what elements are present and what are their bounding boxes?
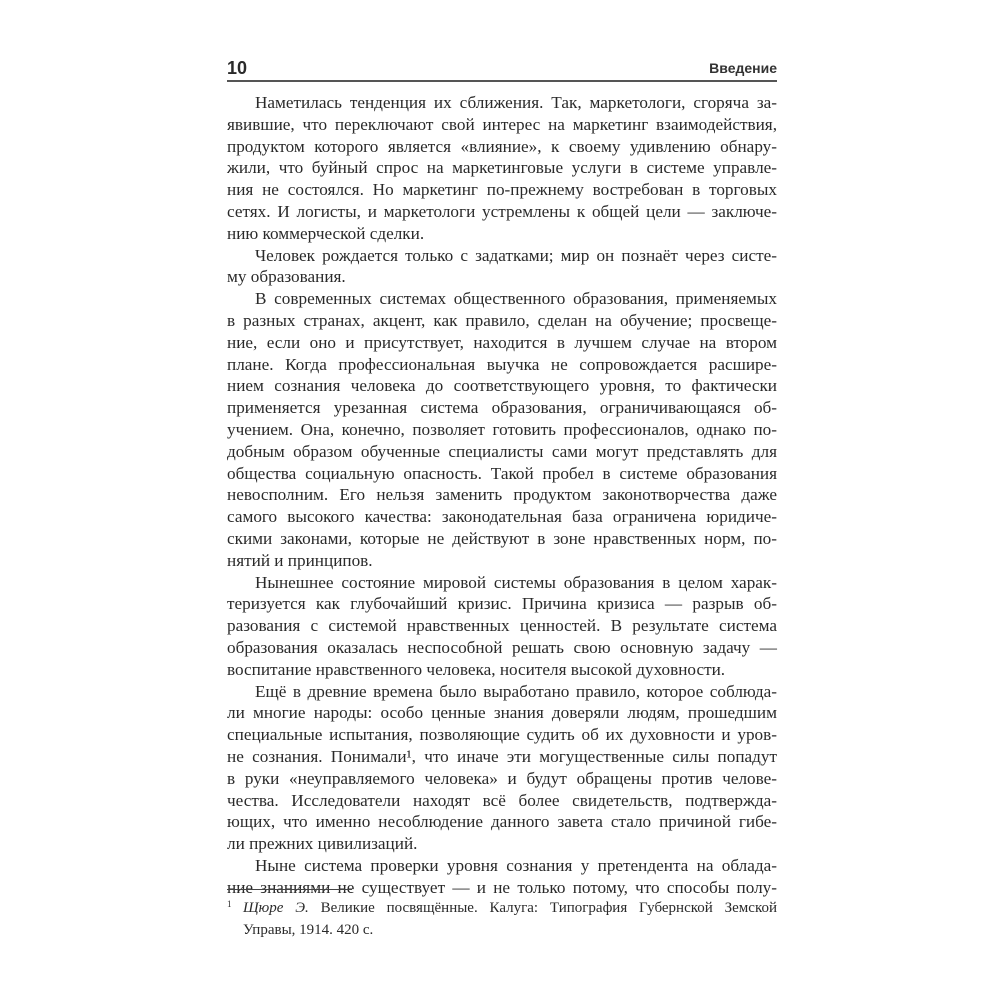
text-line: Ныне система проверки уровня сознания у претендента на облада- (255, 855, 777, 875)
book-page (227, 0, 777, 1000)
running-header (227, 56, 777, 82)
footnote-author: Щюре Э. (243, 900, 309, 916)
paragraph (227, 92, 777, 245)
paragraph (227, 681, 777, 855)
text-line: в разных странах, акцент, как правило, сделан на обучение; просвеще- (227, 310, 777, 330)
text-line: теризуется как глубочайший кризис. Причина кризиса — разрыв об- (227, 594, 777, 614)
text-line: В современных системах общественного образования, применяемых (255, 289, 777, 309)
text-line: применяется урезанная система образования, ограничивающаяся об- (227, 398, 777, 418)
text-line: явившие, что переключают свой интерес на маркетинг взаимодействия, (227, 114, 777, 134)
paragraph (227, 572, 777, 681)
footnote-marker: 1 (227, 899, 232, 909)
paragraph (227, 288, 777, 571)
text-line: Человек рождается только с задатками; мир он познаёт через систе- (255, 245, 777, 265)
text-line: образования оказалась неспособной решать свою основную задачу — (227, 637, 777, 657)
text-line: учением. Она, конечно, позволяет готовить профессионалов, однако по- (227, 419, 777, 439)
text-line: продуктом которого является «влияние», к своему удивлению обнару- (227, 136, 777, 156)
footnote-divider (227, 889, 352, 890)
text-line: невосполним. Его нельзя заменить продуктом законотворчества даже (227, 485, 777, 505)
text-line: нием сознания человека до соответствующего уровня, то фактически (227, 376, 777, 396)
text-line: чества. Исследователи находят всё более свидетельств, подтвержда- (227, 790, 777, 810)
text-line: самого высокого качества: законодательная база ограничена юридиче- (227, 507, 777, 527)
text-line: воспитание нравственного человека, носителя высокой духовности. (227, 659, 726, 679)
text-line: скими законами, которые не действуют в зоне нравственных норм, по- (227, 528, 777, 548)
text-line: ли прежних цивилизаций. (227, 834, 418, 854)
text-line: специальные испытания, позволяющие судить об их духовности и уров- (227, 725, 777, 745)
text-line: ние, если оно и присутствует, находится в лучшем случае на втором (227, 332, 777, 352)
page-number: 10 (227, 58, 248, 78)
text-line: Нынешнее состояние мировой системы образования в целом харак- (255, 572, 777, 592)
footnote-line: Великие посвящённые. Калуга: Типография Губернской Земской (308, 900, 777, 916)
text-line: сетях. И логисты, и маркетологи устремлены к общей цели — заключе- (227, 201, 777, 221)
text-line: в руки «неуправляемого человека» и будут обращены против челове- (227, 768, 777, 788)
footnote (227, 897, 777, 941)
section-title: Введение (709, 60, 777, 76)
paragraph (227, 245, 777, 289)
text-line: ли многие народы: особо ценные знания доверяли людям, прошедшим (227, 703, 777, 723)
text-line: добным образом обученные специалисты сами могут представлять для (227, 441, 777, 461)
text-line: разования с системой нравственных ценностей. В результате система (227, 616, 777, 636)
text-line: Ещё в древние времена было выработано правило, которое соблюда- (255, 681, 777, 701)
text-line: ние знаниями не существует — и не только потому, что способы полу- (227, 877, 777, 897)
paragraph (227, 855, 777, 899)
text-line: ющих, что именно несоблюдение данного завета стало причиной гибе- (227, 812, 777, 832)
body-text (227, 92, 777, 898)
text-line: нятий и принципов. (227, 550, 373, 570)
text-line: жили, что буйный спрос на маркетинговые услуги в системе управле- (227, 158, 777, 178)
text-line: не сознания. Понимали¹, что иначе эти могущественные силы попадут (227, 746, 777, 766)
text-line: Наметилась тенденция их сближения. Так, маркетологи, сгоряча за- (255, 93, 777, 112)
footnote-line: Управы, 1914. 420 с. (243, 922, 374, 938)
text-line: общества социальную опасность. Такой пробел в системе образования (227, 463, 777, 483)
text-line: му образования. (227, 267, 346, 287)
text-line: нию коммерческой сделки. (227, 223, 425, 243)
text-line: плане. Когда профессиональная выучка не сопровождается расшире- (227, 354, 777, 374)
text-line: ния не состоялся. Но маркетинг по-прежнему востребован в торговых (227, 180, 777, 200)
